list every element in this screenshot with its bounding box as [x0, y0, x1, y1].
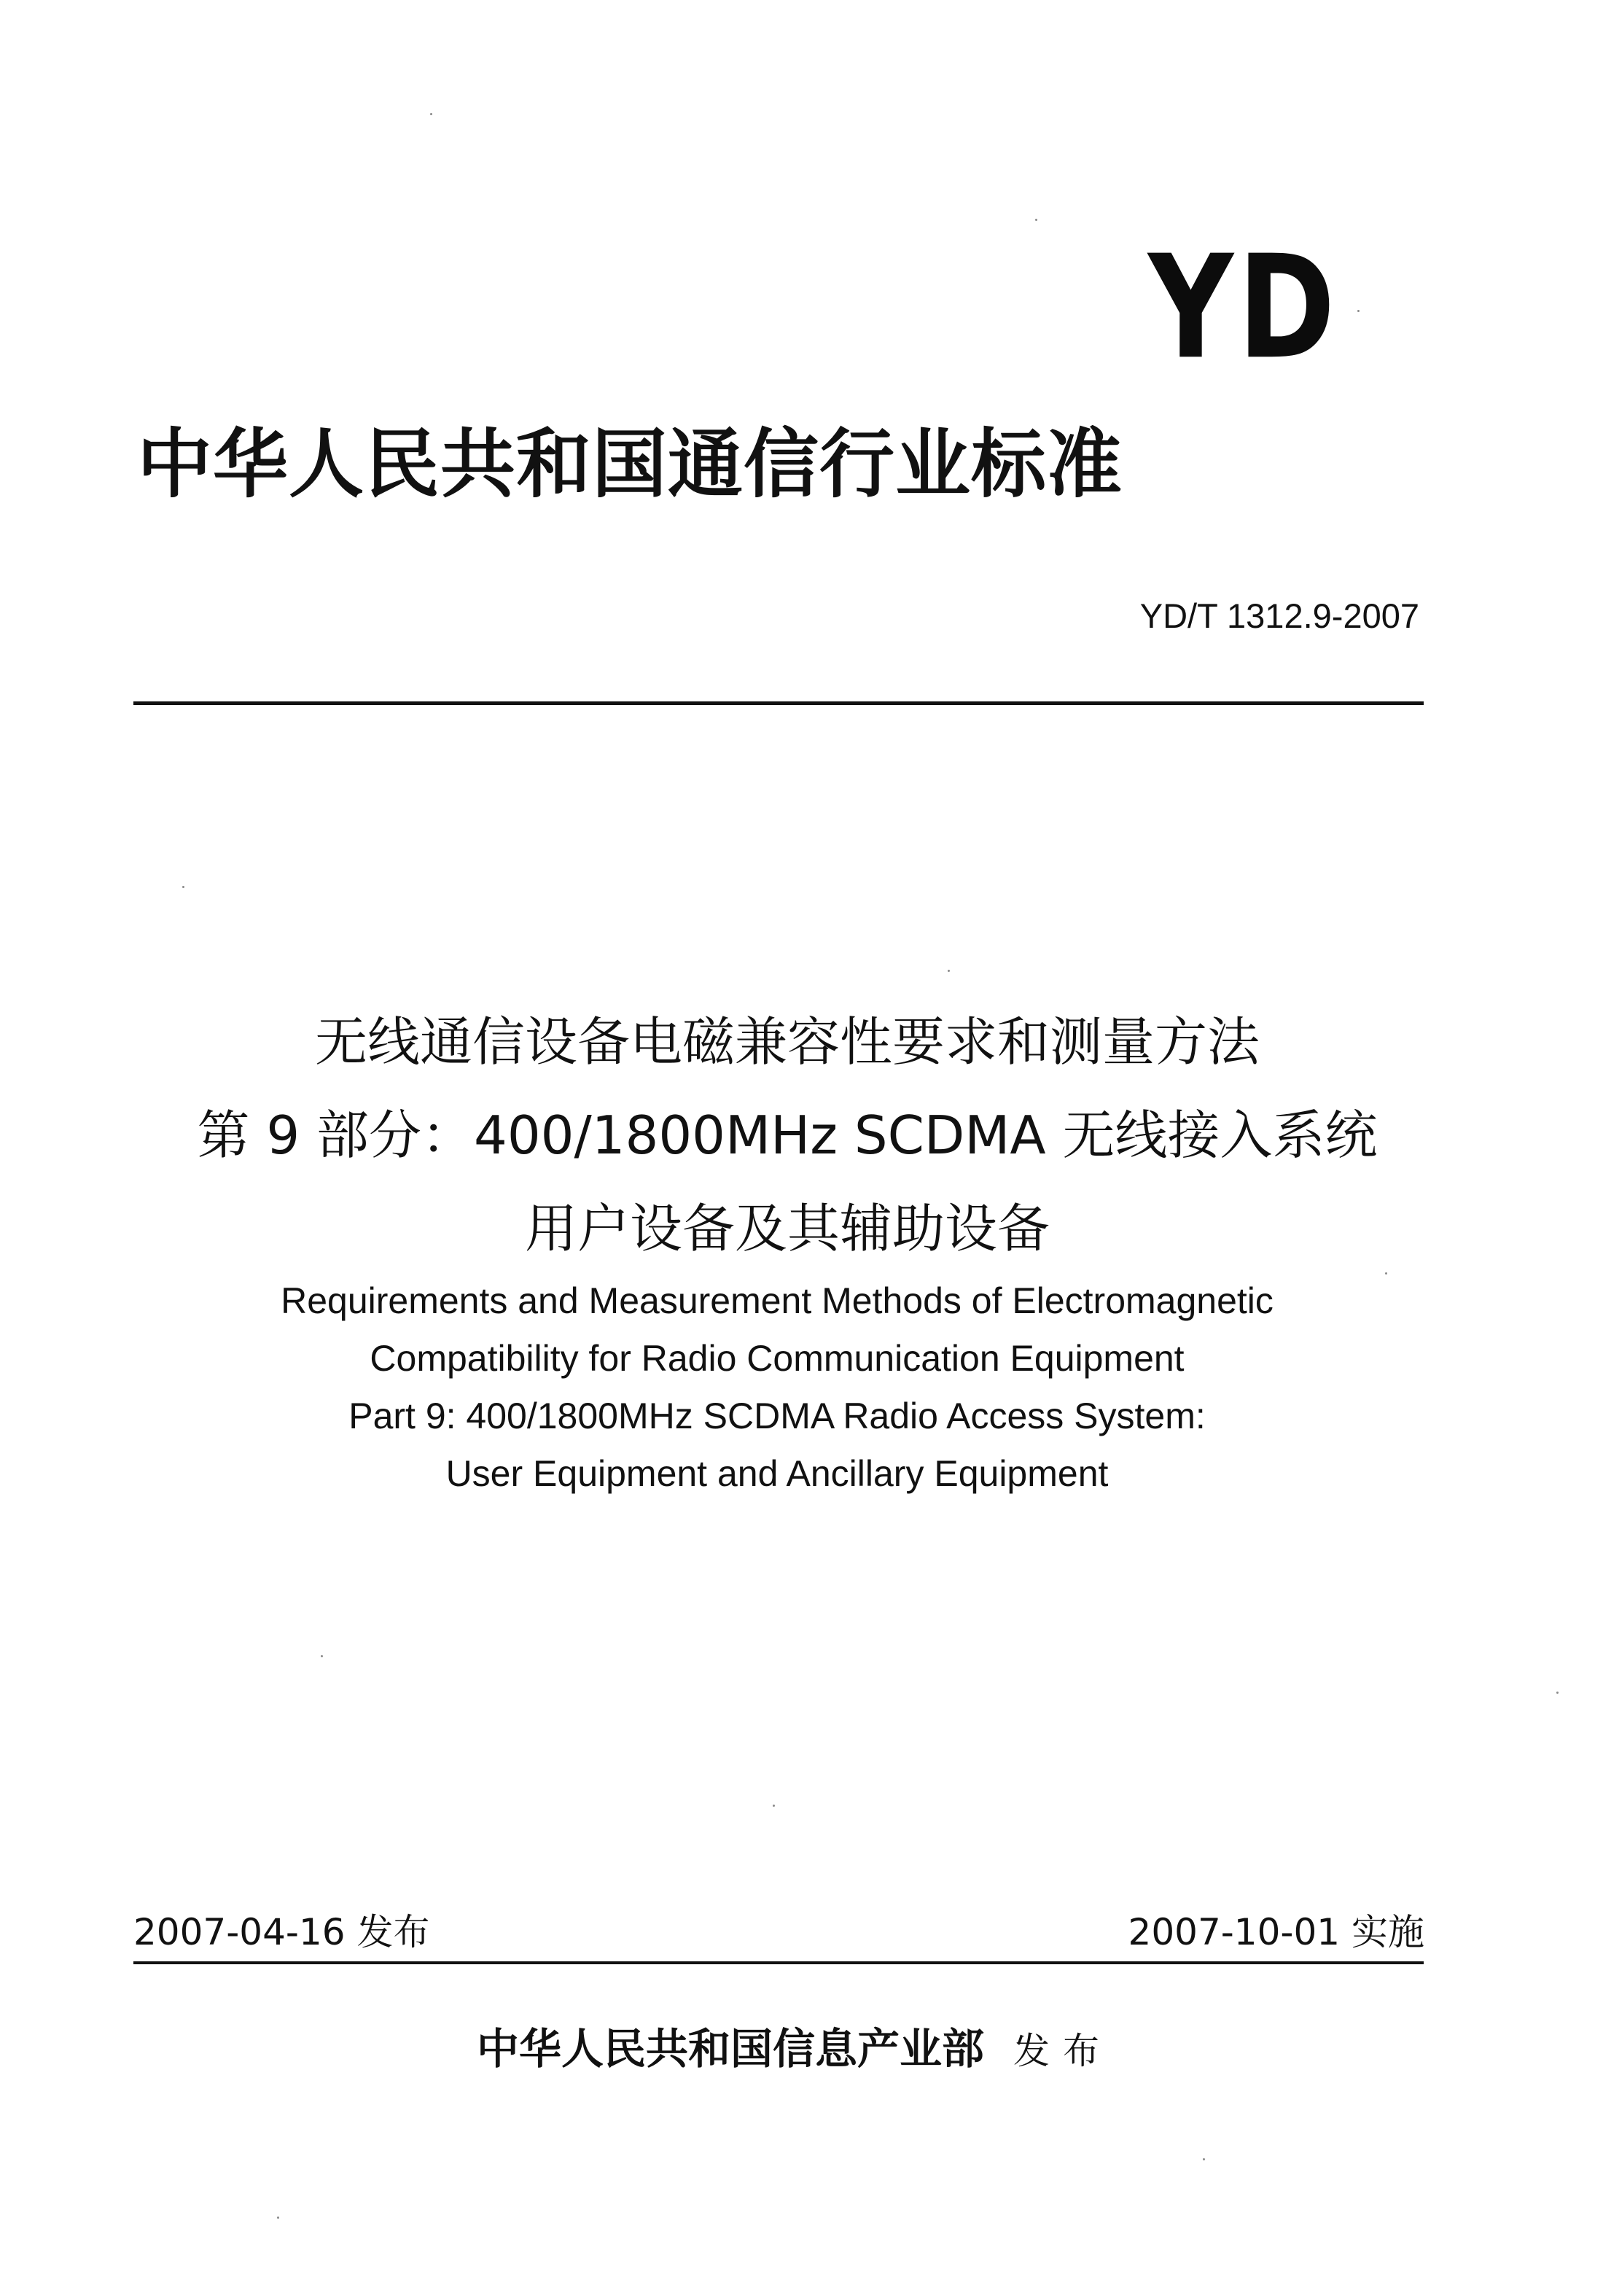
chinese-title-line-3: 用户设备及其辅助设备 — [524, 1198, 1050, 1259]
scan-speck — [1203, 2158, 1205, 2160]
chinese-title-line-2: 第 9 部分：400/1800MHz SCDMA 无线接入系统 — [197, 1105, 1378, 1166]
scan-speck — [948, 970, 950, 972]
standard-number: YD/T 1312.9-2007 — [1139, 596, 1419, 635]
english-title-line-3: Part 9: 400/1800MHz SCDMA Radio Access System: — [348, 1396, 1206, 1436]
issuer-line — [73, 2020, 1516, 2080]
chinese-title — [73, 995, 1502, 1275]
scan-speck — [1385, 1272, 1387, 1275]
scan-speck — [430, 113, 432, 115]
bottom-divider — [133, 1961, 1424, 1964]
english-title — [73, 1272, 1481, 1503]
scan-speck — [1357, 310, 1360, 312]
chinese-title-line-1: 无线通信设备电磁兼容性要求和测量方法 — [314, 1011, 1260, 1073]
issue-date: 2007-04-16 发布 — [133, 1911, 430, 1953]
english-title-line-2: Compatibility for Radio Communication Equipment — [370, 1338, 1185, 1379]
issuer-action: 发布 — [1013, 2030, 1112, 2072]
english-title-line-1: Requirements and Measurement Methods of Electromagnetic — [281, 1280, 1274, 1321]
issuer-name: 中华人民共和国信息产业部 — [476, 2024, 984, 2074]
standard-category-title: 中华人民共和国通信行业标准 — [137, 421, 1123, 508]
top-divider — [133, 701, 1424, 705]
scan-speck — [182, 886, 184, 888]
yd-logo: YD — [1148, 225, 1340, 392]
scan-speck — [773, 1805, 775, 1807]
scan-speck — [1035, 219, 1037, 221]
scan-speck — [321, 1655, 323, 1657]
scan-speck — [277, 2217, 279, 2219]
english-title-line-4: User Equipment and Ancillary Equipment — [445, 1453, 1109, 1494]
scan-speck — [1556, 1692, 1559, 1694]
implementation-date: 2007-10-01 实施 — [1128, 1911, 1424, 1953]
